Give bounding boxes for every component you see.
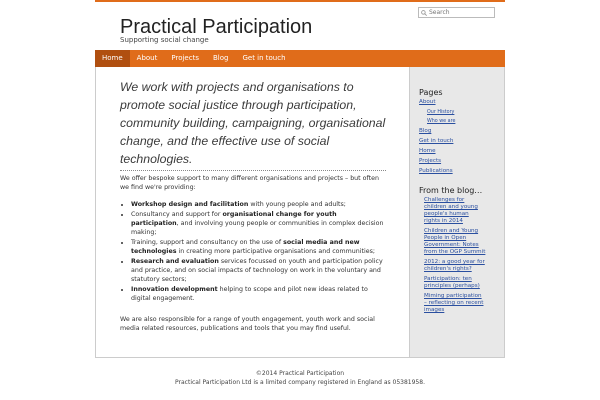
divider (120, 170, 386, 171)
pages-link-our-history[interactable]: Our History (427, 110, 455, 115)
service-desc: helping to scope and pilot new ideas related to digital engagement. (131, 286, 368, 302)
pages-link-publications[interactable]: Publications (419, 168, 453, 174)
service-title: social media and new technologies (131, 239, 360, 255)
footer (95, 369, 505, 387)
pages-link-get-in-touch[interactable]: Get in touch (419, 138, 454, 144)
service-item (131, 238, 386, 256)
closing-text: We are also responsible for a range of youth engagement, youth work and social media related resources, publications and tools that you may find useful. (120, 316, 375, 332)
service-title: Research and evaluation (131, 258, 219, 265)
service-desc: in creating more participative organisations and communities; (176, 248, 376, 255)
service-title: Innovation development (131, 286, 218, 293)
pages-link-who-we-are[interactable]: Who we are (427, 119, 456, 124)
pages-item-projects (419, 158, 503, 165)
blog-post-link[interactable]: Participation: ten principles (perhaps) (424, 276, 480, 289)
top-accent-line (95, 0, 505, 2)
nav-get-in-touch[interactable]: Get in touch (242, 54, 286, 62)
pages-heading: Pages (419, 88, 443, 97)
pages-link-blog[interactable]: Blog (419, 128, 432, 134)
blog-post-item (424, 276, 486, 290)
pages-item-about (419, 99, 503, 125)
pages-list (419, 99, 503, 175)
service-desc: services focussed on youth and participation policy and practice, and on social impacts of technology on work in the voluntary and statutory sectors; (131, 258, 383, 283)
about-subpages (419, 109, 503, 125)
service-desc: with young people and adults; (248, 201, 346, 208)
main-content (120, 78, 386, 333)
intro-text: We offer bespoke support to many different organisations and projects – but often we find we're providing: (120, 175, 379, 191)
service-item (131, 200, 386, 209)
pages-link-home[interactable]: Home (419, 148, 436, 154)
blog-post-item (424, 197, 486, 225)
nav-home[interactable]: Home (95, 50, 130, 67)
service-item (131, 210, 386, 237)
nav-projects[interactable]: Projects (171, 54, 199, 62)
service-pre: Training, support and consultancy on the use of (131, 239, 284, 246)
services-list (120, 200, 386, 303)
search-input[interactable] (429, 8, 494, 17)
blog-heading: From the blog… (419, 186, 483, 195)
pages-item-our-history (427, 109, 503, 116)
pages-link-about[interactable]: About (419, 99, 436, 105)
pages-item-get-in-touch (419, 138, 503, 145)
service-desc: , and involving young people or communities in complex decision making; (131, 220, 384, 236)
nav-about[interactable]: About (136, 54, 158, 62)
pages-item-who-we-are (427, 118, 503, 125)
pages-item-blog (419, 128, 503, 135)
pages-widget (419, 88, 503, 178)
search-box[interactable] (418, 7, 495, 18)
site-tagline: Supporting social change (120, 36, 209, 44)
blog-widget (419, 186, 503, 317)
service-item (131, 257, 386, 284)
blog-posts-list (419, 197, 503, 314)
blog-post-link[interactable]: Challenges for children and young people's human rights in 2014 (424, 197, 478, 224)
pages-item-home (419, 148, 503, 155)
pages-item-publications (419, 168, 503, 175)
blog-post-link[interactable]: Children and Young People in Open Government: Notes from the OGP Summit (424, 228, 486, 255)
blog-post-link[interactable]: Miming participation – reflecting on recent images (424, 293, 484, 313)
blog-post-item (424, 228, 486, 256)
service-pre: Consultancy and support for (131, 211, 223, 218)
blog-post-link[interactable]: 2012: a good year for children's rights? (424, 259, 485, 272)
site-title[interactable]: Practical Participation (120, 16, 313, 38)
service-title: organisational change for youth participation (131, 211, 337, 227)
blog-post-item (424, 293, 486, 314)
footer-company-info: Practical Participation Ltd is a limited company registered in England as 05381958. (175, 379, 425, 386)
service-title: Workshop design and facilitation (131, 201, 249, 208)
lead-statement: We work with projects and organisations to promote social justice through participation, community building, campaigning, organisational change, and the effective use of social technologies. (120, 80, 386, 166)
pages-link-projects[interactable]: Projects (419, 158, 442, 164)
service-item (131, 285, 386, 303)
nav-blog[interactable]: Blog (212, 54, 229, 62)
blog-post-item (424, 259, 486, 273)
footer-copyright: ©2014 Practical Participation (255, 370, 345, 377)
search-icon (421, 10, 427, 16)
main-nav (95, 50, 505, 67)
